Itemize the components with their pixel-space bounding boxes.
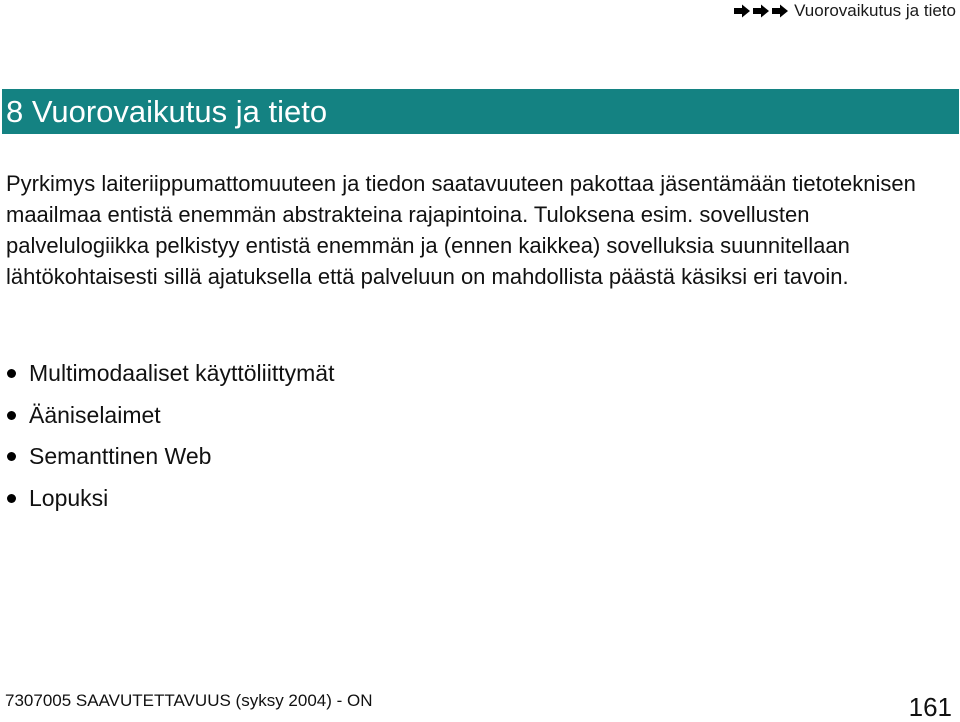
bullet-item-conclusion [0, 478, 335, 520]
page-title: 8 Vuorovaikutus ja tieto [6, 94, 328, 129]
bullet-item-multimodal [0, 353, 335, 395]
arrow-right-icon[interactable] [752, 4, 770, 18]
breadcrumb-label: Vuorovaikutus ja tieto [794, 1, 956, 20]
footer-course-label: 7307005 SAAVUTETTAVUUS (syksy 2004) - ON [5, 691, 373, 710]
bullet-label: Multimodaaliset käyttöliittymät [29, 360, 335, 387]
arrow-right-icon[interactable] [733, 4, 751, 18]
arrow-right-icon[interactable] [771, 4, 789, 18]
page-number: 161 [908, 692, 952, 722]
bullet-item-voice-browsers [0, 395, 335, 437]
title-bar [2, 89, 959, 134]
arrow-group [733, 4, 790, 18]
breadcrumb [733, 0, 956, 22]
bullet-icon [7, 369, 16, 378]
bullet-icon [7, 494, 16, 503]
bullet-label: Lopuksi [29, 484, 109, 511]
bullet-list [0, 353, 335, 519]
bullet-item-semantic-web [0, 436, 335, 478]
bullet-label: Semanttinen Web [29, 443, 212, 470]
bullet-icon [7, 452, 16, 461]
bullet-label: Ääniselaimet [29, 401, 161, 428]
bullet-icon [7, 411, 16, 420]
intro-paragraph: Pyrkimys laiteriippumattomuuteen ja tiedon saatavuuteen pakottaa jäsentämään tietoteknisen maailmaa entistä enemmän abstrakteina rajapintoina. Tuloksena esim. sovellusten palvelulogiikka pelkistyy entistä enemmän ja (ennen kaikkea) sovelluksia suunnitellaan lähtökohtaisesti sillä ajatuksella että palveluun on mahdollista päästä käsiksi eri tavoin. [6, 171, 916, 289]
